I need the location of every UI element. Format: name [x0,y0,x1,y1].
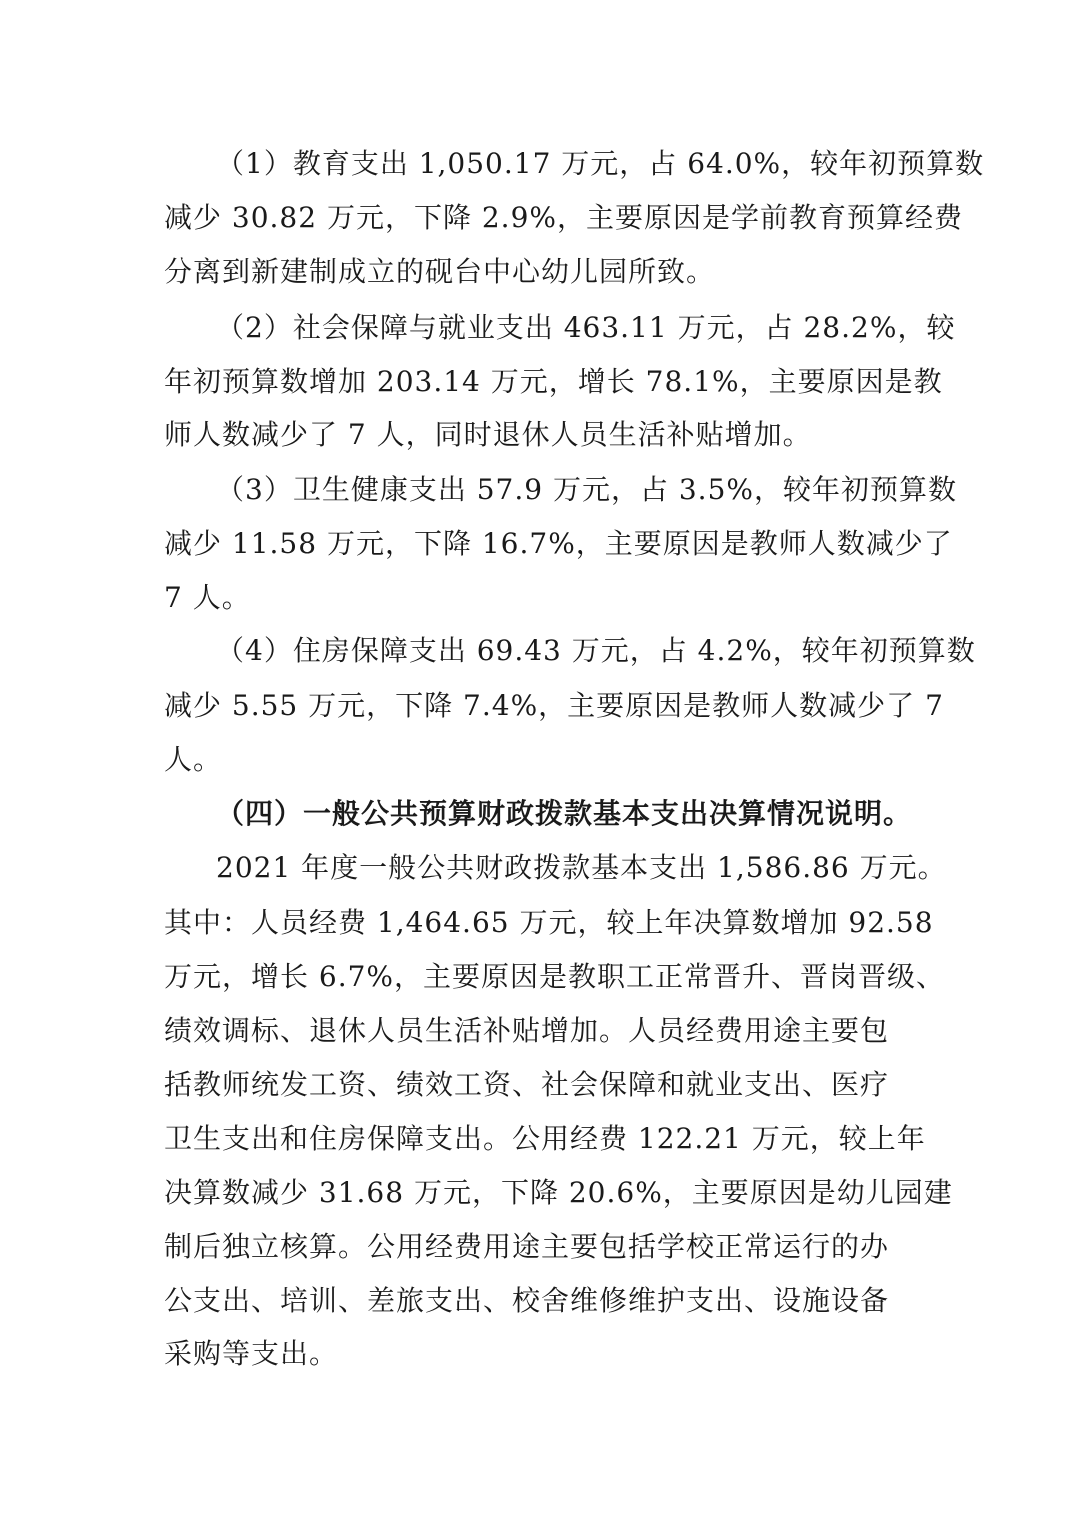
paragraph-basic-expenditure-line-2: 其中：人员经费 1,464.65 万元，较上年决算数增加 92.58 [164,906,934,939]
paragraph-social-security-line-2: 年初预算数增加 203.14 万元，增长 78.1%，主要原因是教 [164,365,943,398]
paragraph-basic-expenditure-line-6: 卫生支出和住房保障支出。公用经费 122.21 万元，较上年 [164,1122,926,1155]
paragraph-basic-expenditure-line-1: 2021 年度一般公共财政拨款基本支出 1,586.86 万元。 [216,851,947,884]
paragraph-basic-expenditure-line-8: 制后独立核算。公用经费用途主要包括学校正常运行的办 [164,1230,890,1263]
paragraph-basic-expenditure-line-10: 采购等支出。 [164,1337,339,1370]
paragraph-health-line-2: 减少 11.58 万元，下降 16.7%，主要原因是教师人数减少了 [164,527,953,560]
paragraph-education-line-2: 减少 30.82 万元，下降 2.9%，主要原因是学前教育预算经费 [164,201,963,234]
paragraph-housing-line-3: 人。 [164,743,223,776]
paragraph-health-line-1: （3）卫生健康支出 57.9 万元，占 3.5%，较年初预算数 [216,473,957,506]
paragraph-basic-expenditure-line-7: 决算数减少 31.68 万元，下降 20.6%，主要原因是幼儿园建 [164,1176,953,1209]
paragraph-health-line-3: 7 人。 [164,581,251,614]
paragraph-basic-expenditure-line-4: 绩效调标、退休人员生活补贴增加。人员经费用途主要包 [164,1014,890,1047]
paragraph-housing-line-1: （4）住房保障支出 69.43 万元，占 4.2%，较年初预算数 [216,634,976,667]
paragraph-social-security-line-1: （2）社会保障与就业支出 463.11 万元，占 28.2%，较 [216,311,956,344]
paragraph-basic-expenditure-line-3: 万元，增长 6.7%，主要原因是教职工正常晋升、晋岗晋级、 [164,960,946,993]
paragraph-basic-expenditure-line-5: 括教师统发工资、绩效工资、社会保障和就业支出、医疗 [164,1068,890,1101]
paragraph-social-security-line-3: 师人数减少了 7 人，同时退休人员生活补贴增加。 [164,418,812,451]
paragraph-education-line-1: （1）教育支出 1,050.17 万元，占 64.0%，较年初预算数 [216,147,985,180]
paragraph-basic-expenditure-line-9: 公支出、培训、差旅支出、校舍维修维护支出、设施设备 [164,1284,890,1317]
section-heading: （四）一般公共预算财政拨款基本支出决算情况说明。 [216,797,913,830]
paragraph-housing-line-2: 减少 5.55 万元，下降 7.4%，主要原因是教师人数减少了 7 [164,689,944,722]
paragraph-education-line-3: 分离到新建制成立的砚台中心幼儿园所致。 [164,255,716,288]
